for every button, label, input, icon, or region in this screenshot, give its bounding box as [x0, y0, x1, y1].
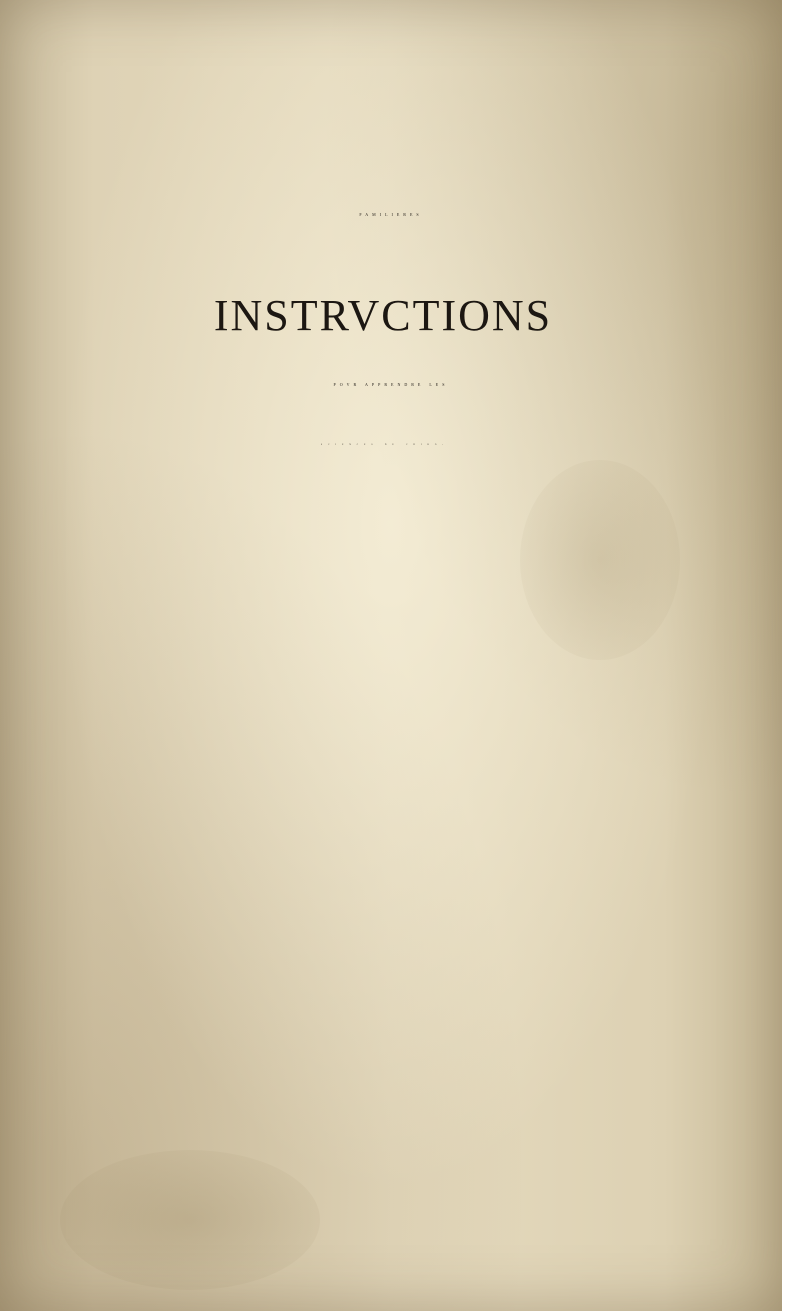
title-line-2: INSTRVCTIONS	[213, 291, 553, 340]
title-line-3: POVR APPRENDRE LES	[333, 382, 449, 387]
title-line-1: FAMILIERES	[359, 212, 423, 217]
title-line-4: SCIENCES DE CHIRO-	[320, 444, 449, 446]
paper-stain	[60, 1150, 320, 1290]
paper-stain	[520, 460, 680, 660]
